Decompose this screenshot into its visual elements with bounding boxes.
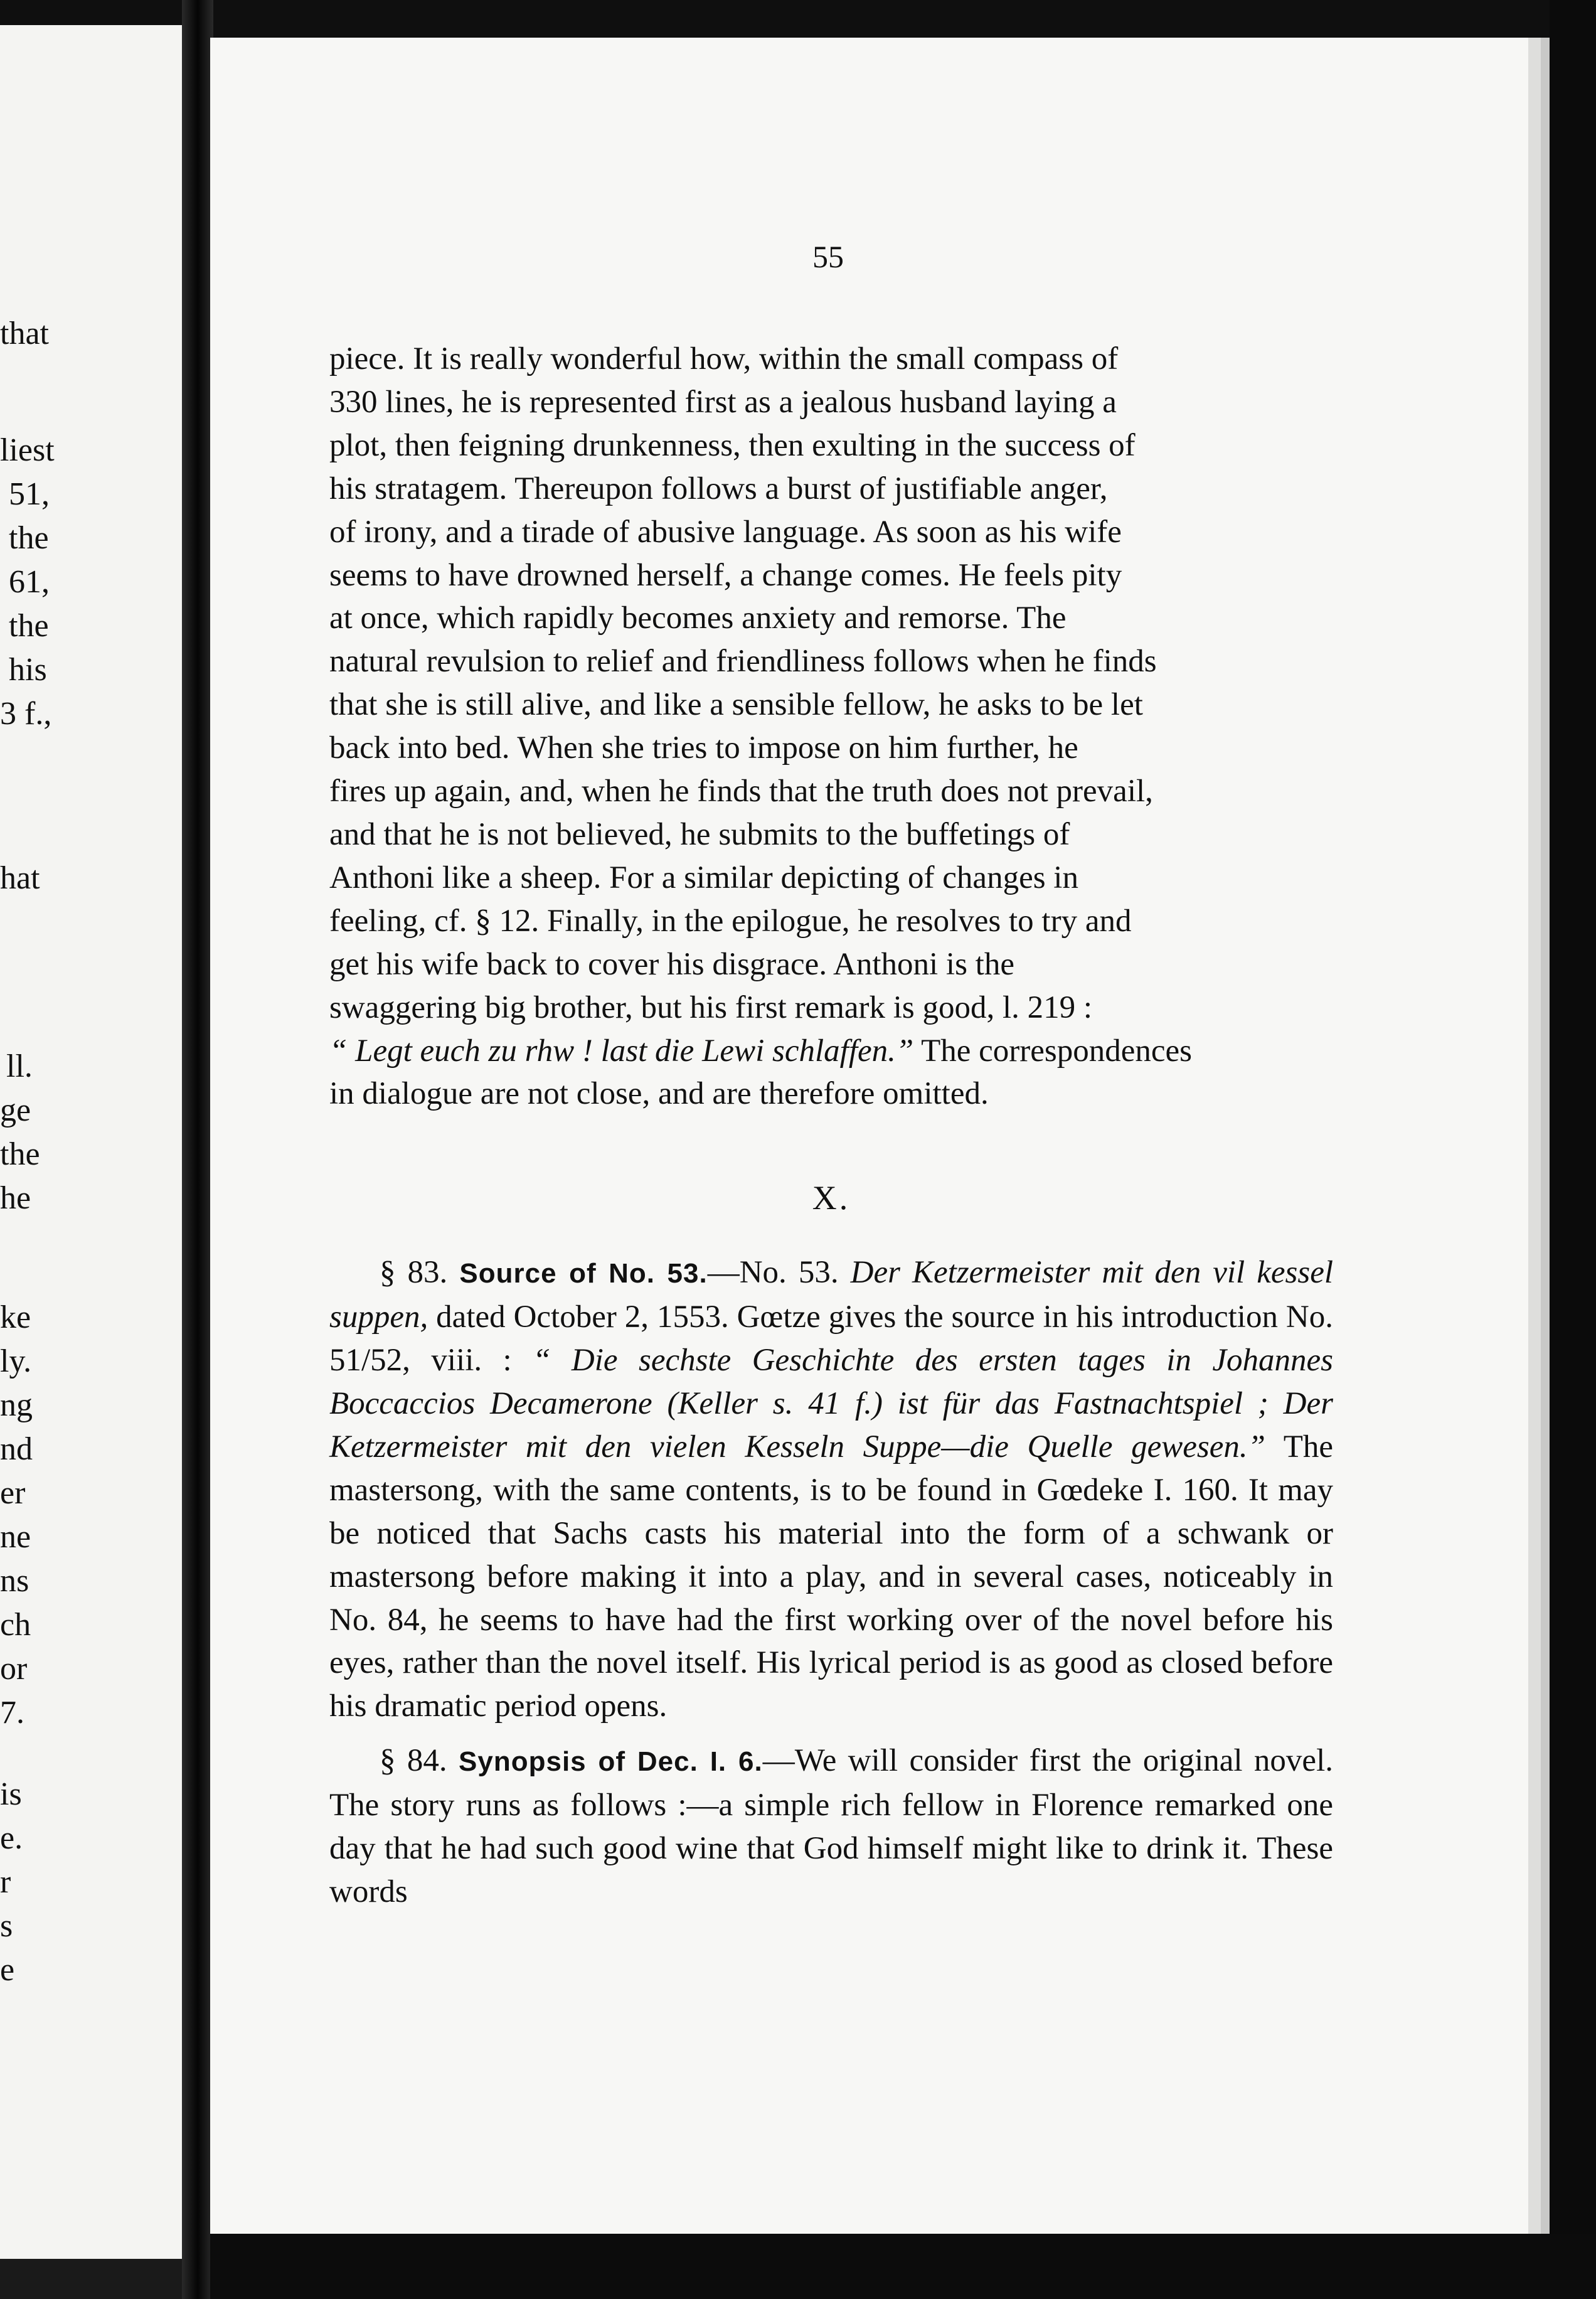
scan-top-edge xyxy=(0,0,1596,38)
german-quote: “ Legt euch zu rhw ! last die Lewi schlaffen.” xyxy=(329,1033,914,1069)
body-line: get his wife back to cover his disgrace. Anthoni is the xyxy=(329,946,1014,982)
left-fragment-line: er xyxy=(0,1475,26,1511)
left-fragment-line: nd xyxy=(0,1431,33,1467)
section-mark: § 84. xyxy=(380,1743,447,1779)
left-fragment-line: ns xyxy=(0,1563,29,1599)
german-quote: “ Die sechste Geschichte des ersten tages in Johannes Boccaccios Decamerone (Keller s. 41 f.) ist für das Fastnachtspiel ; Der Ketzermeister mit den vielen Kesseln Suppe—die Quelle gewesen.” xyxy=(329,1343,1333,1464)
body-line: natural revulsion to relief and friendliness follows when he finds xyxy=(329,644,1157,680)
left-fragment-line: that xyxy=(0,316,49,351)
body-line: fires up again, and, when he finds that the truth does not prevail, xyxy=(329,774,1153,809)
left-fragment-line: 61, xyxy=(9,564,50,600)
left-fragment-line: his xyxy=(9,652,47,688)
section-numeral: X. xyxy=(812,1179,851,1217)
left-fragment-line: ne xyxy=(0,1519,31,1555)
book-gutter xyxy=(182,0,213,2299)
book-page xyxy=(210,38,1550,2234)
left-fragment-line: ll. xyxy=(6,1048,33,1084)
left-fragment-line: liest xyxy=(0,432,55,468)
body-text: The mastersong, with the same contents, is to be found in Gœdeke I. 160. It may be noticed that Sachs casts his material into the form of a schwank or mastersong before making it into a play, and in several cases, noticeably in No. 84, he seems to have had the first working over of the novel before his eyes, rather than the novel itself. His lyrical period is as good as closed before his dramatic period opens. xyxy=(329,1429,1333,1724)
left-fragment-line: or xyxy=(0,1651,28,1687)
body-line: seems to have drowned herself, a change comes. He feels pity xyxy=(329,557,1122,593)
previous-page-fragment xyxy=(0,25,188,2259)
scan-bottom-edge xyxy=(210,2234,1596,2299)
body-line: his stratagem. Thereupon follows a burst of justifiable anger, xyxy=(329,471,1108,506)
body-line: feeling, cf. § 12. Finally, in the epilogue, he resolves to try and xyxy=(329,903,1132,939)
body-line: swaggering big brother, but his first remark is good, l. 219 : xyxy=(329,989,1093,1025)
section-84-paragraph xyxy=(329,1739,1333,1914)
left-fragment-line: is xyxy=(0,1776,22,1812)
section-heading: Source of No. 53. xyxy=(459,1258,708,1289)
body-line-with-quote xyxy=(329,1030,1333,1073)
body-line: that she is still alive, and like a sensible fellow, he asks to be let xyxy=(329,687,1143,723)
left-fragment-line: 51, xyxy=(9,476,50,512)
left-fragment-line: s xyxy=(0,1908,13,1944)
body-line: Anthoni like a sheep. For a similar depicting of changes in xyxy=(329,860,1078,895)
scan-right-edge xyxy=(1550,0,1596,2299)
body-line: at once, which rapidly becomes anxiety and remorse. The xyxy=(329,600,1067,636)
left-fragment-line: ch xyxy=(0,1607,31,1643)
page-number: 55 xyxy=(812,239,844,274)
body-line: and that he is not believed, he submits to the buffetings of xyxy=(329,816,1070,852)
section-heading: Synopsis of Dec. I. 6. xyxy=(459,1746,763,1778)
body-line: of irony, and a tirade of abusive language. As soon as his wife xyxy=(329,514,1122,550)
body-line: piece. It is really wonderful how, within the small compass of xyxy=(329,341,1119,376)
left-fragment-line: 7. xyxy=(0,1695,24,1731)
left-fragment-line: 3 f., xyxy=(0,696,52,732)
left-fragment-line: he xyxy=(0,1180,31,1216)
left-fragment-line: e. xyxy=(0,1820,23,1856)
body-line: 330 lines, he is represented first as a jealous husband laying a xyxy=(329,384,1117,420)
left-fragment-line: hat xyxy=(0,860,40,896)
left-fragment-line: ge xyxy=(0,1092,31,1128)
page-body xyxy=(329,338,1333,1914)
left-fragment-line: ng xyxy=(0,1387,33,1423)
body-line: in dialogue are not close, and are therefore omitted. xyxy=(329,1076,989,1112)
body-text: The correspondences xyxy=(913,1033,1192,1069)
left-fragment-line: ke xyxy=(0,1299,31,1335)
left-fragment-line: ly. xyxy=(0,1343,32,1379)
left-fragment-line: the xyxy=(0,1136,40,1172)
body-text: —We will consider first the original novel. The story runs as follows :—a simple rich fellow in Florence remarked one day that he had such good wine that God himself might like to drink it. These words xyxy=(329,1743,1333,1909)
body-line: back into bed. When she tries to impose on him further, he xyxy=(329,730,1078,766)
body-text: —No. 53. xyxy=(707,1255,839,1291)
left-fragment-line: e xyxy=(0,1952,15,1988)
body-text: dated October 2, 1553. Gœtze gives the source in his introduction No. 51/52, viii. : xyxy=(329,1299,1333,1379)
left-fragment-line: r xyxy=(0,1864,11,1900)
left-fragment-line: the xyxy=(9,520,49,556)
section-83-paragraph xyxy=(329,1251,1333,1728)
left-fragment-line: the xyxy=(9,608,49,644)
body-line: plot, then feigning drunkenness, then exulting in the success of xyxy=(329,427,1136,463)
italic-title: Der Ketzermeister mit den vil kessel suppen, xyxy=(329,1255,1334,1335)
section-mark: § 83. xyxy=(380,1255,448,1291)
